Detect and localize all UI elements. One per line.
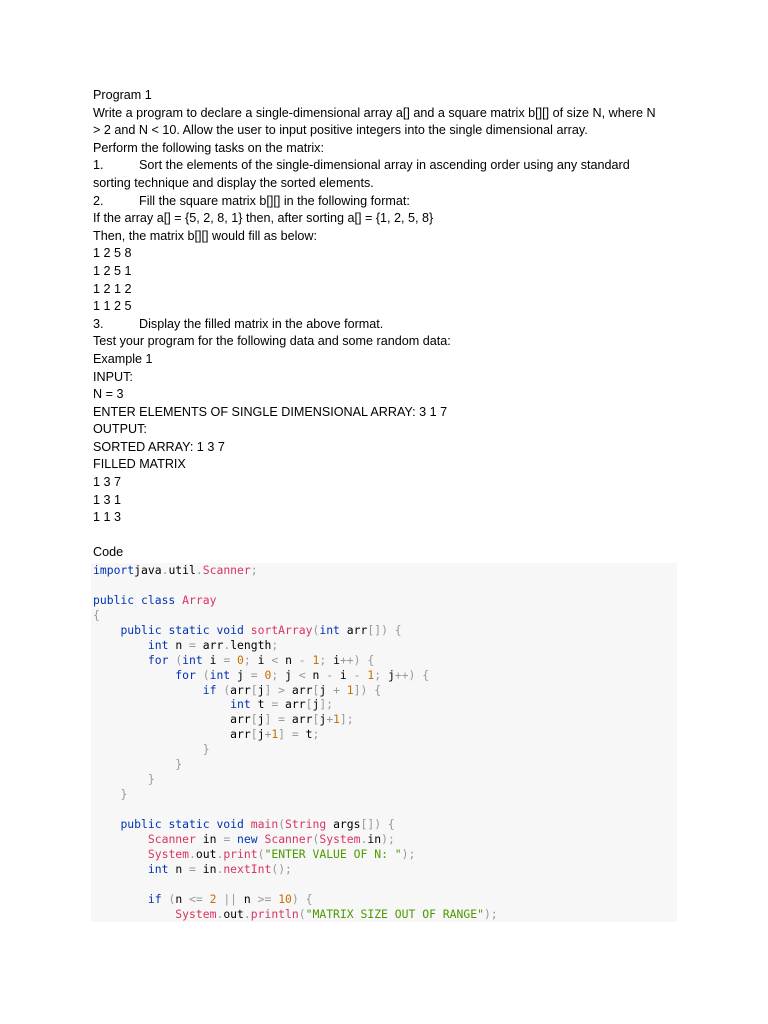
code-token: 0 — [237, 652, 244, 667]
code-token: ; — [243, 652, 258, 667]
code-token: + — [264, 727, 272, 742]
code-token: j — [237, 667, 251, 682]
code-token: Scanner — [264, 831, 313, 846]
code-token: int — [230, 697, 258, 712]
list-number: 3. — [93, 316, 104, 331]
code-token: ( — [257, 846, 265, 861]
code-token: public static void — [120, 622, 251, 637]
code-token: } — [147, 772, 155, 787]
code-token: . — [161, 563, 169, 577]
code-token: in — [367, 831, 382, 846]
code-token: main — [250, 816, 279, 831]
text-line — [93, 404, 683, 422]
code-token: int — [182, 652, 210, 667]
code-token: i — [209, 652, 224, 667]
code-line — [91, 802, 677, 817]
code-line — [91, 772, 677, 787]
code-token: n — [175, 891, 190, 906]
code-token — [93, 653, 148, 667]
code-token: [ — [250, 682, 258, 697]
code-token: 1 — [271, 727, 279, 742]
code-token: int — [319, 622, 347, 637]
code-line — [91, 892, 677, 907]
code-line — [91, 593, 677, 608]
code-token: arr — [230, 682, 251, 697]
code-token: arr — [202, 637, 224, 652]
code-line — [91, 623, 677, 638]
code-token: in — [202, 861, 217, 876]
code-token: t — [305, 727, 313, 742]
text-line — [93, 105, 683, 123]
code-token: . — [223, 637, 231, 652]
code-token: int — [147, 637, 176, 652]
code-token: j — [319, 682, 334, 697]
code-token: n — [175, 637, 190, 652]
text-line — [93, 492, 683, 510]
code-token: i — [339, 667, 354, 682]
code-token: []) { — [367, 622, 402, 637]
list-number: 1. — [93, 158, 104, 173]
line-text: Display the filled matrix in the above format. — [139, 316, 384, 331]
text-line — [93, 333, 683, 351]
code-token: 2 — [209, 891, 224, 906]
code-token: "MATRIX SIZE OUT OF RANGE" — [305, 906, 484, 921]
code-token: print — [223, 846, 258, 861]
code-token: ]; — [319, 697, 334, 712]
code-token: i — [333, 652, 340, 667]
code-token: for — [175, 667, 203, 682]
line-text: Sort the elements of the single-dimensional array in ascending order using any standard — [139, 158, 630, 173]
document-body — [93, 87, 683, 562]
code-token: = — [223, 652, 238, 667]
code-token: String — [285, 816, 334, 831]
code-token — [93, 697, 230, 711]
code-token — [93, 892, 148, 906]
code-token: . — [216, 861, 224, 876]
code-line — [91, 862, 677, 877]
text-line — [93, 509, 683, 527]
code-token: ; — [319, 652, 334, 667]
code-token — [93, 832, 148, 846]
text-line — [93, 474, 683, 492]
code-token: arr — [291, 682, 313, 697]
code-line — [91, 877, 677, 892]
code-token: int — [209, 667, 238, 682]
line-text: N = 3 — [93, 387, 124, 402]
text-line — [93, 527, 683, 545]
code-token: j — [257, 727, 265, 742]
line-text: INPUT: — [93, 369, 133, 384]
code-token: 1 — [333, 712, 340, 727]
code-token: System — [147, 846, 190, 861]
code-token: args — [333, 816, 361, 831]
line-text: OUTPUT: — [93, 422, 147, 437]
text-line — [93, 193, 683, 211]
code-token: (); — [271, 861, 292, 876]
text-line — [93, 439, 683, 457]
line-text: Then, the matrix b[][] would fill as below: — [93, 228, 317, 243]
code-token: ( — [175, 652, 183, 667]
code-token: j — [312, 697, 320, 712]
text-line — [93, 263, 683, 281]
code-token: n — [312, 667, 327, 682]
code-token: "ENTER VALUE OF N: " — [264, 846, 402, 861]
list-number: 2. — [93, 193, 104, 208]
code-token: ]; — [339, 712, 354, 727]
code-line — [91, 578, 677, 593]
code-line — [91, 712, 677, 727]
code-token: System — [319, 831, 361, 846]
line-text: Program 1 — [93, 88, 152, 102]
code-token: ++) { — [339, 652, 375, 667]
code-token — [93, 668, 175, 682]
code-token: for — [147, 652, 176, 667]
text-line — [93, 157, 683, 175]
text-line — [93, 228, 683, 246]
code-line — [91, 757, 677, 772]
code-token — [93, 683, 203, 697]
code-token: j — [257, 712, 265, 727]
text-line — [93, 175, 683, 193]
code-token: . — [216, 846, 224, 861]
text-line — [93, 386, 683, 404]
code-token: = — [250, 667, 265, 682]
text-line — [93, 421, 683, 439]
code-token: ; — [271, 637, 279, 652]
code-token: if — [147, 891, 169, 906]
line-text: Perform the following tasks on the matrix: — [93, 140, 324, 155]
code-token: + — [326, 712, 334, 727]
code-token: 1 — [346, 682, 354, 697]
code-token: [ — [312, 712, 320, 727]
line-text: Example 1 — [93, 351, 153, 366]
code-line — [91, 727, 677, 742]
code-line — [91, 787, 677, 802]
code-token — [93, 623, 120, 637]
code-line — [91, 653, 677, 668]
code-token — [93, 712, 230, 726]
code-token — [93, 817, 120, 831]
code-token — [93, 757, 175, 771]
code-token: ( — [168, 891, 176, 906]
code-token — [93, 638, 148, 652]
code-token: j — [285, 667, 299, 682]
code-token: n — [175, 861, 190, 876]
code-line — [91, 697, 677, 712]
code-line — [91, 608, 677, 623]
code-token: j — [387, 667, 395, 682]
code-token: out — [195, 846, 217, 861]
code-token: ] = — [278, 727, 306, 742]
code-token: n — [243, 891, 258, 906]
code-token: println — [250, 906, 299, 921]
code-token: { — [93, 607, 100, 622]
line-text: 1 2 1 2 — [93, 281, 132, 296]
code-token: ] = — [264, 712, 292, 727]
code-block — [91, 563, 677, 922]
code-token: j — [257, 682, 265, 697]
line-text: ENTER ELEMENTS OF SINGLE DIMENSIONAL ARRAY: 3 1 7 — [93, 404, 448, 419]
code-token: [ — [250, 727, 258, 742]
code-token: []) { — [360, 816, 395, 831]
code-token: n — [285, 652, 299, 667]
code-token: ; — [374, 667, 388, 682]
code-token: arr — [346, 622, 368, 637]
code-token: . — [189, 846, 196, 861]
line-text: 1 1 2 5 — [93, 299, 132, 314]
code-token: import — [93, 563, 135, 577]
code-token: ); — [483, 906, 498, 921]
code-token: ; — [271, 667, 286, 682]
code-token: } — [202, 742, 210, 757]
code-token: = — [223, 831, 238, 846]
code-token: ) { — [291, 891, 313, 906]
code-token: int — [147, 861, 176, 876]
code-token: [ — [312, 682, 320, 697]
code-line — [91, 563, 677, 578]
code-token: nextInt — [223, 861, 272, 876]
code-token: ]) { — [353, 682, 382, 697]
line-text: Write a program to declare a single-dimensional array a[] and a square matrix b[][] of size N, where N — [93, 105, 656, 120]
code-token: j — [319, 712, 327, 727]
code-token: ] > — [264, 682, 292, 697]
code-line — [91, 817, 677, 832]
code-token — [93, 862, 148, 876]
text-line — [93, 245, 683, 263]
text-line — [93, 316, 683, 334]
code-token: ( — [278, 816, 286, 831]
code-line — [91, 832, 677, 847]
code-token: out — [223, 906, 244, 921]
code-token: . — [195, 563, 203, 577]
line-text: Code — [93, 545, 124, 560]
text-line — [93, 87, 683, 105]
code-token: [ — [305, 697, 313, 712]
line-text: SORTED ARRAY: 1 3 7 — [93, 439, 225, 454]
code-token: || — [223, 891, 244, 906]
text-line — [93, 369, 683, 387]
code-line — [91, 683, 677, 698]
code-token: = — [271, 697, 286, 712]
code-token: [ — [250, 712, 258, 727]
line-text: FILLED MATRIX — [93, 457, 186, 472]
line-text: 1 2 5 1 — [93, 263, 132, 278]
code-token: - — [353, 667, 368, 682]
code-token: public class — [93, 592, 183, 607]
code-token: < — [298, 667, 313, 682]
code-line — [91, 907, 677, 922]
code-token: ; — [250, 563, 258, 577]
code-token: = — [189, 861, 203, 876]
code-token: . — [243, 906, 251, 921]
line-text: > 2 and N < 10. Allow the user to input positive integers into the single dimensional array. — [93, 123, 588, 138]
code-token — [93, 907, 175, 921]
code-token: public static void — [120, 816, 251, 831]
text-line — [93, 298, 683, 316]
code-token: - — [326, 667, 340, 682]
code-token: } — [175, 757, 183, 772]
code-token: + — [333, 682, 347, 697]
code-token: arr — [230, 727, 251, 742]
code-token: java — [134, 563, 162, 577]
code-token: Array — [182, 592, 217, 607]
code-token: ); — [401, 846, 416, 861]
code-token: System — [175, 906, 217, 921]
code-token: ( — [202, 667, 210, 682]
code-token: ; — [312, 727, 320, 742]
code-token: util — [168, 563, 196, 577]
line-text: sorting technique and display the sorted elements. — [93, 175, 374, 190]
code-token: <= — [189, 891, 210, 906]
code-token: = — [189, 637, 203, 652]
text-line — [93, 544, 683, 562]
code-token: ++) { — [394, 667, 430, 682]
code-token: - — [298, 652, 313, 667]
code-token: ( — [223, 682, 231, 697]
code-line — [91, 668, 677, 683]
line-text: 1 2 5 8 — [93, 246, 132, 261]
code-token: 0 — [264, 667, 272, 682]
code-token — [93, 772, 148, 786]
code-token: i — [257, 652, 272, 667]
code-token: 10 — [278, 891, 292, 906]
code-token — [93, 847, 148, 861]
code-token: . — [216, 906, 224, 921]
code-token: arr — [291, 712, 313, 727]
code-token: ( — [312, 831, 320, 846]
text-line — [93, 351, 683, 369]
line-text: 1 3 7 — [93, 475, 122, 490]
line-text: Test your program for the following data and some random data: — [93, 334, 451, 349]
text-line — [93, 140, 683, 158]
code-token: ); — [381, 831, 395, 846]
code-token: if — [202, 682, 224, 697]
code-token: new — [237, 831, 265, 846]
line-text: 1 1 3 — [93, 510, 122, 525]
code-token: 1 — [367, 667, 375, 682]
code-token: . — [360, 831, 368, 846]
code-token: ( — [312, 622, 320, 637]
code-token: sortArray — [250, 622, 313, 637]
text-line — [93, 122, 683, 140]
text-line — [93, 281, 683, 299]
line-text: If the array a[] = {5, 2, 8, 1} then, after sorting a[] = {1, 2, 5, 8} — [93, 211, 434, 226]
code-token: in — [202, 831, 224, 846]
code-token: arr — [285, 697, 306, 712]
code-token: } — [120, 787, 128, 802]
code-token: ( — [298, 906, 306, 921]
text-line — [93, 210, 683, 228]
code-token: arr — [230, 712, 251, 727]
code-token: Scanner — [147, 831, 203, 846]
line-text: 1 3 1 — [93, 492, 122, 507]
code-token: 1 — [312, 652, 320, 667]
code-token: >= — [257, 891, 279, 906]
code-token: Scanner — [202, 563, 251, 577]
code-token: length — [230, 637, 272, 652]
code-token — [93, 727, 230, 741]
code-token: < — [271, 652, 286, 667]
code-token — [93, 742, 203, 756]
code-line — [91, 638, 677, 653]
text-line — [93, 456, 683, 474]
code-line — [91, 742, 677, 757]
code-line — [91, 847, 677, 862]
code-token — [93, 787, 120, 801]
code-token: t — [257, 697, 272, 712]
line-text: Fill the square matrix b[][] in the following format: — [139, 193, 410, 208]
